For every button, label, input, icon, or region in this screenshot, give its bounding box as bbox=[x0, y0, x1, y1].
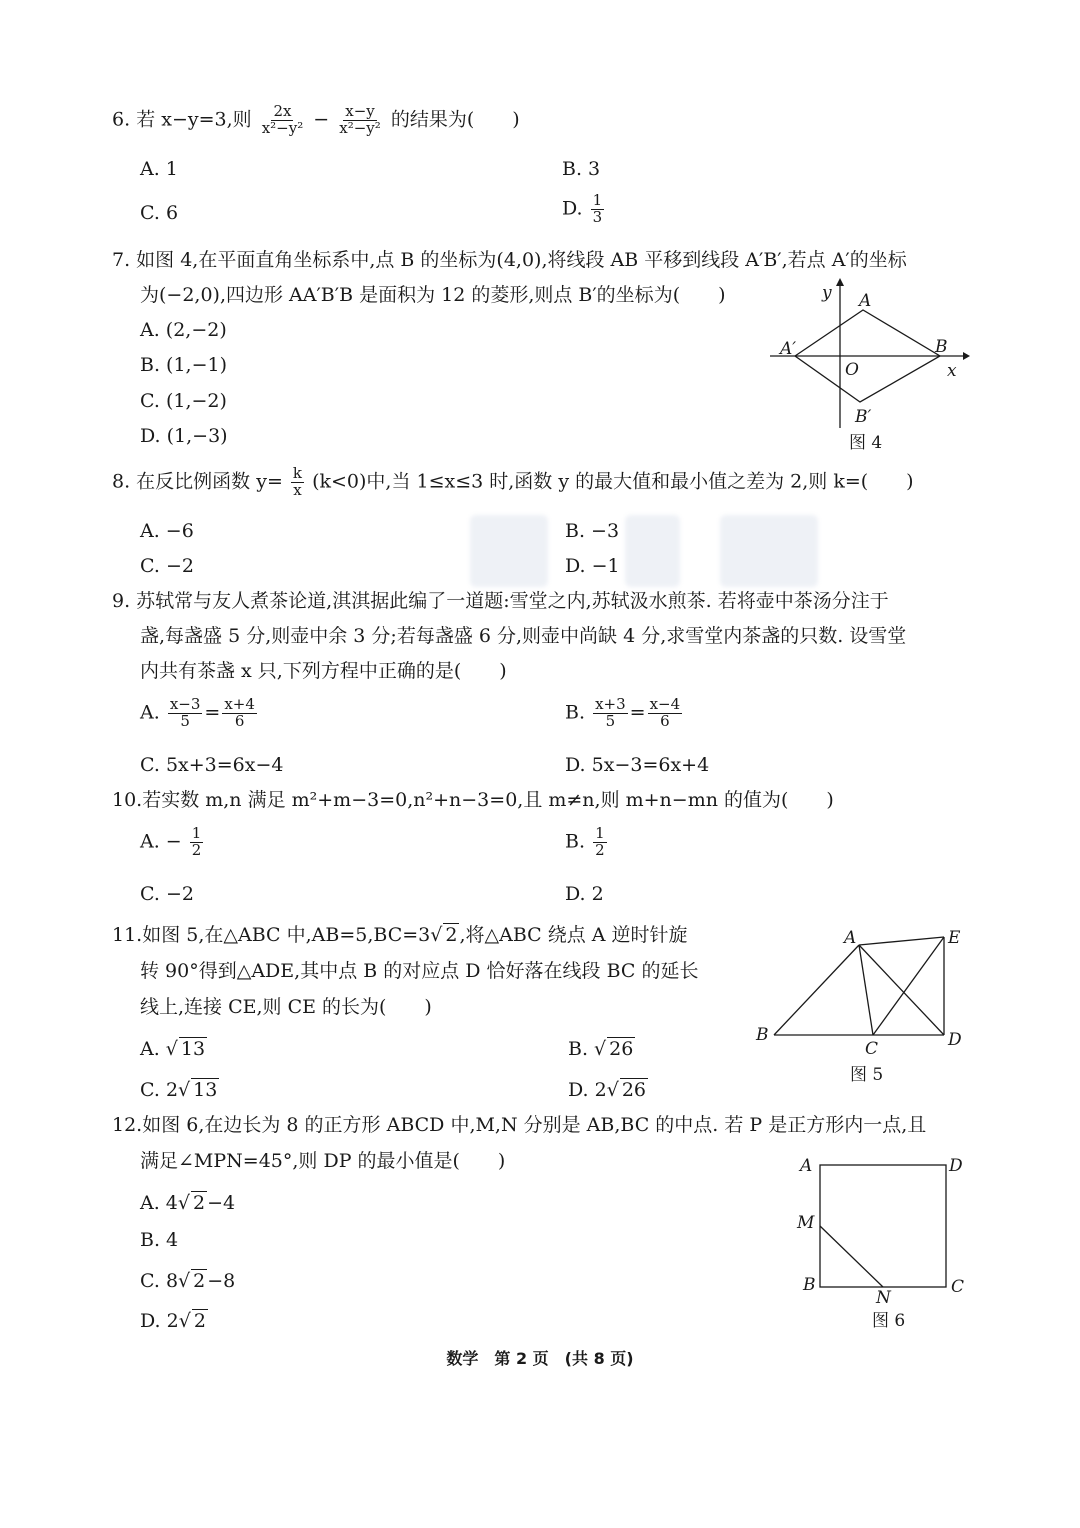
q6-number: 6. bbox=[112, 108, 131, 131]
question-9-line-1: 9. 苏轼常与友人煮茶论道,淇淇据此编了一道题:雪堂之内,苏轼汲水煎茶. 若将壶中茶汤分注于 bbox=[112, 590, 889, 612]
q9-option-c[interactable]: C. 5x+3=6x−4 bbox=[140, 754, 284, 776]
figure-5-caption: 图 5 bbox=[850, 1065, 884, 1085]
q12-option-b[interactable]: B. 4 bbox=[140, 1229, 179, 1251]
q11-b-radicand: 26 bbox=[609, 1038, 634, 1060]
q6-d-den: 3 bbox=[592, 207, 603, 226]
q8-option-a[interactable]: A. −6 bbox=[140, 520, 194, 542]
segment-AD bbox=[859, 945, 944, 1035]
q9-option-b[interactable] bbox=[565, 697, 684, 730]
q8-post: (k<0)中,当 1≤x≤3 时,函数 y 的最大值和最小值之差为 2,则 k=( ) bbox=[312, 470, 914, 493]
q12-c-pre: C. 8√ bbox=[140, 1270, 191, 1292]
q11-option-b[interactable] bbox=[568, 1038, 635, 1061]
question-11-line-2: 转 90°得到△ADE,其中点 B 的对应点 D 恰好落在线段 BC 的延长 bbox=[140, 960, 699, 982]
q11-c-radicand: 13 bbox=[193, 1079, 218, 1101]
fig6-label-N: N bbox=[876, 1288, 891, 1308]
smudge-2 bbox=[625, 515, 680, 587]
q11-option-c[interactable] bbox=[140, 1079, 219, 1102]
question-8 bbox=[112, 466, 914, 499]
q9-a-d1: 5 bbox=[180, 711, 190, 730]
q7-option-b[interactable]: B. (1,−1) bbox=[140, 354, 228, 376]
q11-a-radicand: 13 bbox=[180, 1038, 206, 1060]
q7-option-d[interactable]: D. (1,−3) bbox=[140, 425, 228, 447]
label-O: O bbox=[845, 360, 859, 380]
q6-option-d-fraction bbox=[591, 193, 605, 226]
q11-line1-post: ,将△ABC 绕点 A 逆时针旋 bbox=[459, 924, 688, 946]
figure-5 bbox=[752, 925, 974, 1090]
q6-option-b[interactable]: B. 3 bbox=[562, 158, 601, 180]
q9-b-eq: = bbox=[629, 701, 646, 724]
q8-option-b[interactable]: B. −3 bbox=[565, 520, 620, 542]
q12-option-c[interactable] bbox=[140, 1270, 235, 1293]
question-10: 10.若实数 m,n 满足 m²+m−3=0,n²+n−3=0,且 m≠n,则 m+n−mn 的值为( ) bbox=[112, 789, 834, 811]
fig6-label-A: A bbox=[800, 1156, 813, 1176]
q6-post: 的结果为( ) bbox=[390, 108, 520, 131]
question-11-line-3: 线上,连接 CE,则 CE 的长为( ) bbox=[140, 996, 432, 1018]
q11-b-label: B. √ bbox=[568, 1038, 607, 1060]
label-x: x bbox=[947, 361, 957, 381]
segment-AB bbox=[774, 945, 859, 1035]
fig5-label-C: C bbox=[865, 1039, 879, 1059]
fig6-label-C: C bbox=[951, 1277, 965, 1297]
q12-c-post: −8 bbox=[207, 1270, 236, 1292]
q6-pre: 若 x−y=3,则 bbox=[136, 108, 252, 131]
q9-a-d2: 6 bbox=[234, 711, 245, 730]
fig6-label-B: B bbox=[803, 1275, 816, 1295]
smudge-1 bbox=[470, 515, 548, 587]
label-B-prime: B′ bbox=[855, 407, 872, 427]
q6-fraction-2 bbox=[337, 104, 383, 137]
figure-6-caption: 图 6 bbox=[872, 1311, 906, 1331]
q9-b-label: B. bbox=[565, 701, 586, 724]
q10-b-num: 1 bbox=[595, 824, 605, 842]
q12-a-post: −4 bbox=[207, 1192, 236, 1214]
q9-a-eq: = bbox=[204, 701, 221, 724]
q9-b-frac-2 bbox=[648, 697, 683, 730]
q12-d-radicand: 2 bbox=[193, 1310, 206, 1332]
label-y: y bbox=[822, 283, 832, 303]
q9-a-frac-2 bbox=[222, 697, 257, 730]
q11-option-d[interactable] bbox=[568, 1079, 648, 1102]
q6-option-c[interactable]: C. 6 bbox=[140, 202, 179, 224]
label-A: A bbox=[859, 291, 872, 311]
q10-b-label: B. bbox=[565, 830, 586, 853]
question-6 bbox=[112, 104, 520, 137]
figure-4-caption: 图 4 bbox=[849, 433, 883, 453]
smudge-3 bbox=[720, 515, 818, 587]
q9-option-a[interactable] bbox=[140, 697, 259, 730]
q12-c-radicand: 2 bbox=[193, 1270, 206, 1292]
q9-b-d2: 6 bbox=[660, 711, 670, 730]
q10-a-num: 1 bbox=[191, 824, 202, 842]
segment-CE bbox=[873, 937, 944, 1035]
q11-d-label: D. 2√ bbox=[568, 1079, 619, 1101]
q11-line1-radicand: 2 bbox=[445, 924, 458, 946]
q12-option-d[interactable] bbox=[140, 1310, 208, 1333]
question-12-line-1: 12.如图 6,在边长为 8 的正方形 ABCD 中,M,N 分别是 AB,BC 的中点. 若 P 是正方形内一点,且 bbox=[112, 1114, 927, 1136]
q6-frac1-den: x²−y² bbox=[261, 118, 304, 137]
fig5-label-A: A bbox=[844, 928, 857, 948]
q6-option-a[interactable]: A. 1 bbox=[140, 158, 178, 180]
x-axis-arrow-icon bbox=[963, 352, 970, 360]
q8-pre: 8. 在反比例函数 y= bbox=[112, 470, 283, 493]
q9-b-n2: x−4 bbox=[649, 695, 681, 713]
q12-d-pre: D. 2√ bbox=[140, 1310, 191, 1332]
q9-a-n2: x+4 bbox=[224, 695, 255, 713]
q9-b-frac-1 bbox=[593, 697, 628, 730]
q6-frac2-num: x−y bbox=[345, 102, 375, 120]
q9-b-d1: 5 bbox=[605, 711, 616, 730]
question-12-line-2: 满足∠MPN=45°,则 DP 的最小值是( ) bbox=[140, 1150, 506, 1172]
q10-option-c[interactable]: C. −2 bbox=[140, 883, 194, 905]
q10-option-d[interactable]: D. 2 bbox=[565, 883, 604, 905]
question-9-line-3: 内共有茶盏 x 只,下列方程中正确的是( ) bbox=[140, 660, 507, 682]
q10-option-b[interactable] bbox=[565, 826, 609, 859]
q9-option-d[interactable]: D. 5x−3=6x+4 bbox=[565, 754, 710, 776]
q6-option-d[interactable] bbox=[562, 193, 606, 226]
q12-a-pre: A. 4√ bbox=[140, 1192, 190, 1214]
square-ABCD bbox=[820, 1165, 946, 1287]
q9-a-n1: x−3 bbox=[169, 695, 201, 713]
q6-frac2-den: x²−y² bbox=[339, 118, 381, 137]
q8-frac-num: k bbox=[292, 464, 303, 482]
fig5-label-E: E bbox=[948, 928, 961, 948]
q11-line1-pre: 11.如图 5,在△ABC 中,AB=5,BC=3√ bbox=[112, 924, 443, 946]
question-7-line-2: 为(−2,0),四边形 AA′B′B 是面积为 12 的菱形,则点 B′的坐标为( ) bbox=[140, 284, 726, 306]
q9-a-frac-1 bbox=[168, 697, 203, 730]
question-9-line-2: 盏,每盏盛 5 分,则壶中余 3 分;若每盏盛 6 分,则壶中尚缺 4 分,求雪堂内茶盏的只数. 设雪堂 bbox=[140, 625, 907, 647]
q8-option-d[interactable]: D. −1 bbox=[565, 555, 620, 577]
label-B: B bbox=[935, 337, 948, 357]
q12-a-radicand: 2 bbox=[193, 1192, 206, 1214]
q8-option-c[interactable]: C. −2 bbox=[140, 555, 194, 577]
q6-minus: − bbox=[313, 108, 330, 131]
q10-a-label: A. − bbox=[140, 830, 182, 853]
q10-a-den: 2 bbox=[191, 840, 202, 859]
figure-4 bbox=[765, 278, 975, 458]
q10-b-den: 2 bbox=[595, 840, 605, 859]
q7-option-a[interactable]: A. (2,−2) bbox=[140, 319, 227, 341]
question-11-line-1 bbox=[112, 924, 688, 947]
q10-option-a[interactable] bbox=[140, 826, 205, 859]
figure-6-diagram bbox=[790, 1150, 975, 1335]
q11-option-a[interactable] bbox=[140, 1038, 207, 1061]
label-A-prime: A′ bbox=[780, 339, 797, 359]
fig6-label-D: D bbox=[949, 1156, 963, 1176]
q8-fraction bbox=[291, 466, 304, 499]
q9-a-label: A. bbox=[140, 701, 160, 724]
q6-option-d-label: D. bbox=[562, 197, 583, 220]
figure-5-diagram bbox=[752, 925, 974, 1090]
q7-option-c[interactable]: C. (1,−2) bbox=[140, 390, 227, 412]
figure-6 bbox=[790, 1150, 975, 1335]
q10-b-frac bbox=[593, 826, 607, 859]
figure-4-diagram bbox=[765, 278, 975, 458]
fig5-label-B: B bbox=[756, 1025, 769, 1045]
q6-fraction-1 bbox=[260, 104, 306, 137]
q9-b-n1: x+3 bbox=[595, 695, 626, 713]
fig6-label-M: M bbox=[797, 1213, 815, 1233]
segment-MN bbox=[820, 1226, 883, 1287]
question-7-line-1: 7. 如图 4,在平面直角坐标系中,点 B 的坐标为(4,0),将线段 AB 平移到线段 A′B′,若点 A′的坐标 bbox=[112, 249, 907, 271]
page-footer: 数学 第 2 页 (共 8 页) bbox=[446, 1349, 634, 1368]
segment-AE bbox=[859, 937, 944, 945]
q6-frac1-num: 2x bbox=[273, 102, 292, 120]
q10-a-frac bbox=[190, 826, 204, 859]
q12-option-a[interactable] bbox=[140, 1192, 235, 1215]
q8-frac-den: x bbox=[293, 480, 302, 499]
q11-d-radicand: 26 bbox=[621, 1079, 647, 1101]
y-axis-arrow-icon bbox=[836, 278, 844, 286]
q11-a-label: A. √ bbox=[140, 1038, 178, 1060]
q11-c-label: C. 2√ bbox=[140, 1079, 191, 1101]
fig5-label-D: D bbox=[948, 1030, 962, 1050]
q6-d-num: 1 bbox=[592, 191, 603, 209]
